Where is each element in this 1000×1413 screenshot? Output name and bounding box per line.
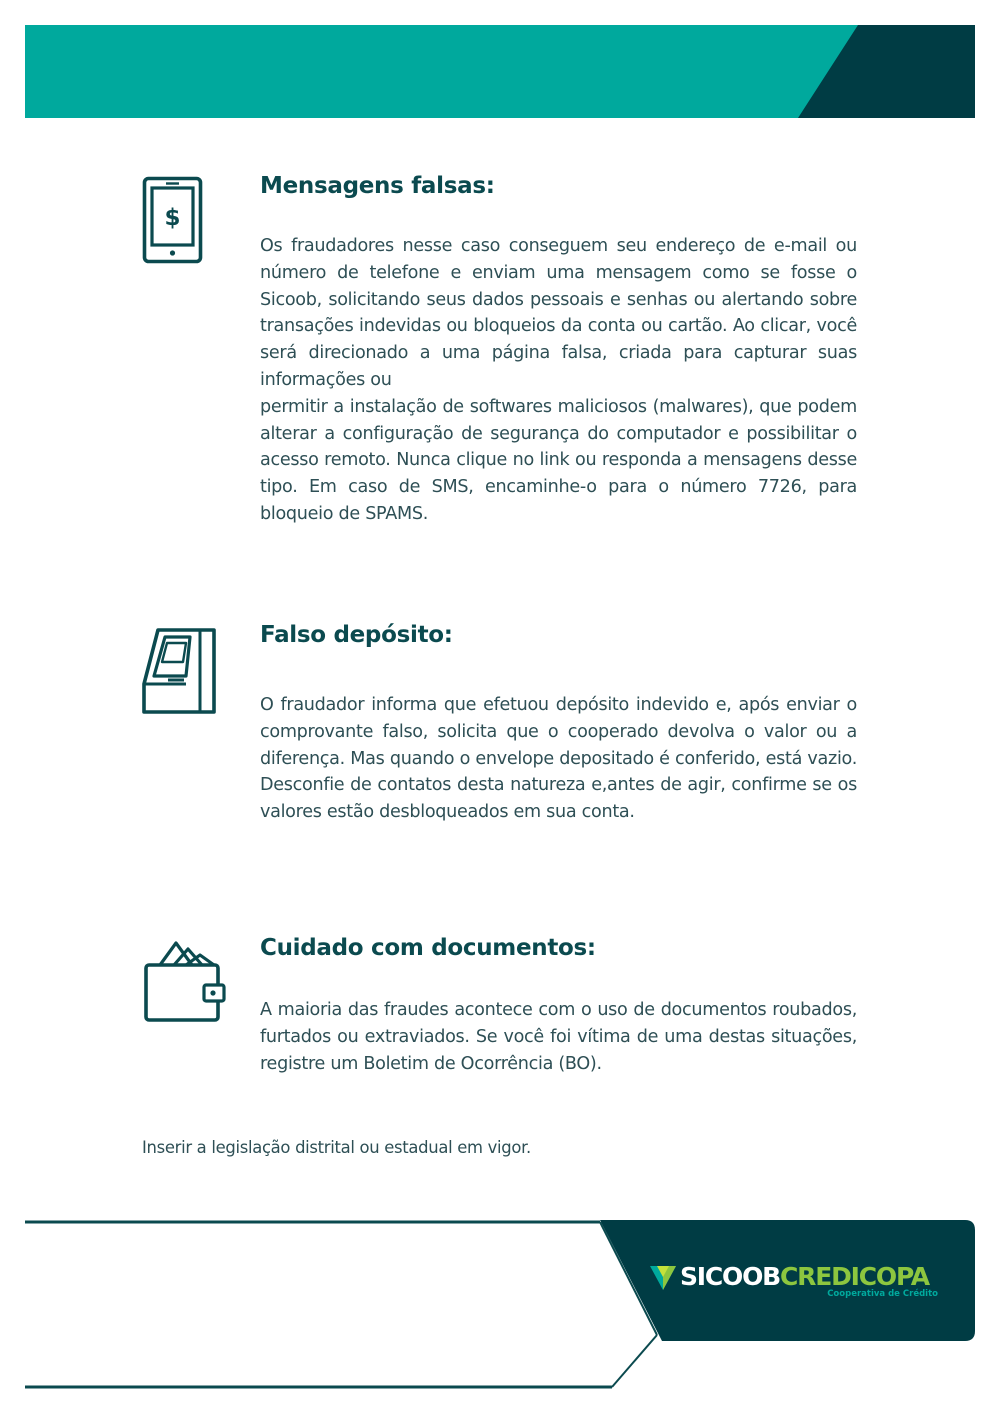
svg-text:$: $ <box>164 205 181 231</box>
logo-triangle-icon <box>650 1266 676 1290</box>
atm-icon <box>140 622 220 716</box>
footnote: Inserir a legislação distrital ou estadual em vigor. <box>142 1138 531 1157</box>
section-title: Mensagens falsas: <box>260 173 495 199</box>
section-body: O fraudador informa que efetuou depósito indevido e, após enviar o comprovante falso, solicita que o cooperado devolva o valor ou a diferença. Mas quando o envelope depositado é conferido, está vazio. Desconfie de contatos desta natureza e,antes de agir, confirme se os valores estão desbloqueados em sua conta. <box>260 695 857 823</box>
sicoob-logo <box>650 1262 960 1306</box>
top-banner <box>25 25 975 118</box>
wallet-icon <box>140 935 230 1025</box>
section-title: Falso depósito: <box>260 622 453 648</box>
smartphone-dollar-icon <box>140 173 204 265</box>
logo-subtitle: Cooperativa de Crédito <box>827 1289 938 1299</box>
footer-graphic <box>0 1215 1000 1413</box>
section-fake-deposit <box>140 622 860 862</box>
section-body: A maioria das fraudes acontece com o uso de documentos roubados, furtados ou extraviados. Se você foi vítima de uma destas situações, registre um Boletim de Ocorrência (BO). <box>260 1000 857 1074</box>
section-body: Os fraudadores nesse caso conseguem seu endereço de e-mail ou número de telefone e enviam uma mensagem como se fosse o Sicoob, solicitando seus dados pessoais e senhas ou alertando sobre transações indevidas ou bloqueios da conta ou cartão. Ao clicar, você será direcionado a uma página falsa, criada para capturar suas informações ou permitir a instalação de softwares maliciosos (malwares), que podem alterar a configuração de segurança do computador e possibilitar o acesso remoto. Nunca clique no link ou responda a mensagens desse tipo. Em caso de SMS, encaminhe-o para o número 7726, para bloqueio de SPAMS. <box>260 236 857 524</box>
section-documents <box>140 935 860 1115</box>
section-fake-messages <box>140 173 860 583</box>
section-title: Cuidado com documentos: <box>260 935 596 961</box>
logo-wordmark: SICOOBCREDICOPA <box>680 1262 929 1291</box>
